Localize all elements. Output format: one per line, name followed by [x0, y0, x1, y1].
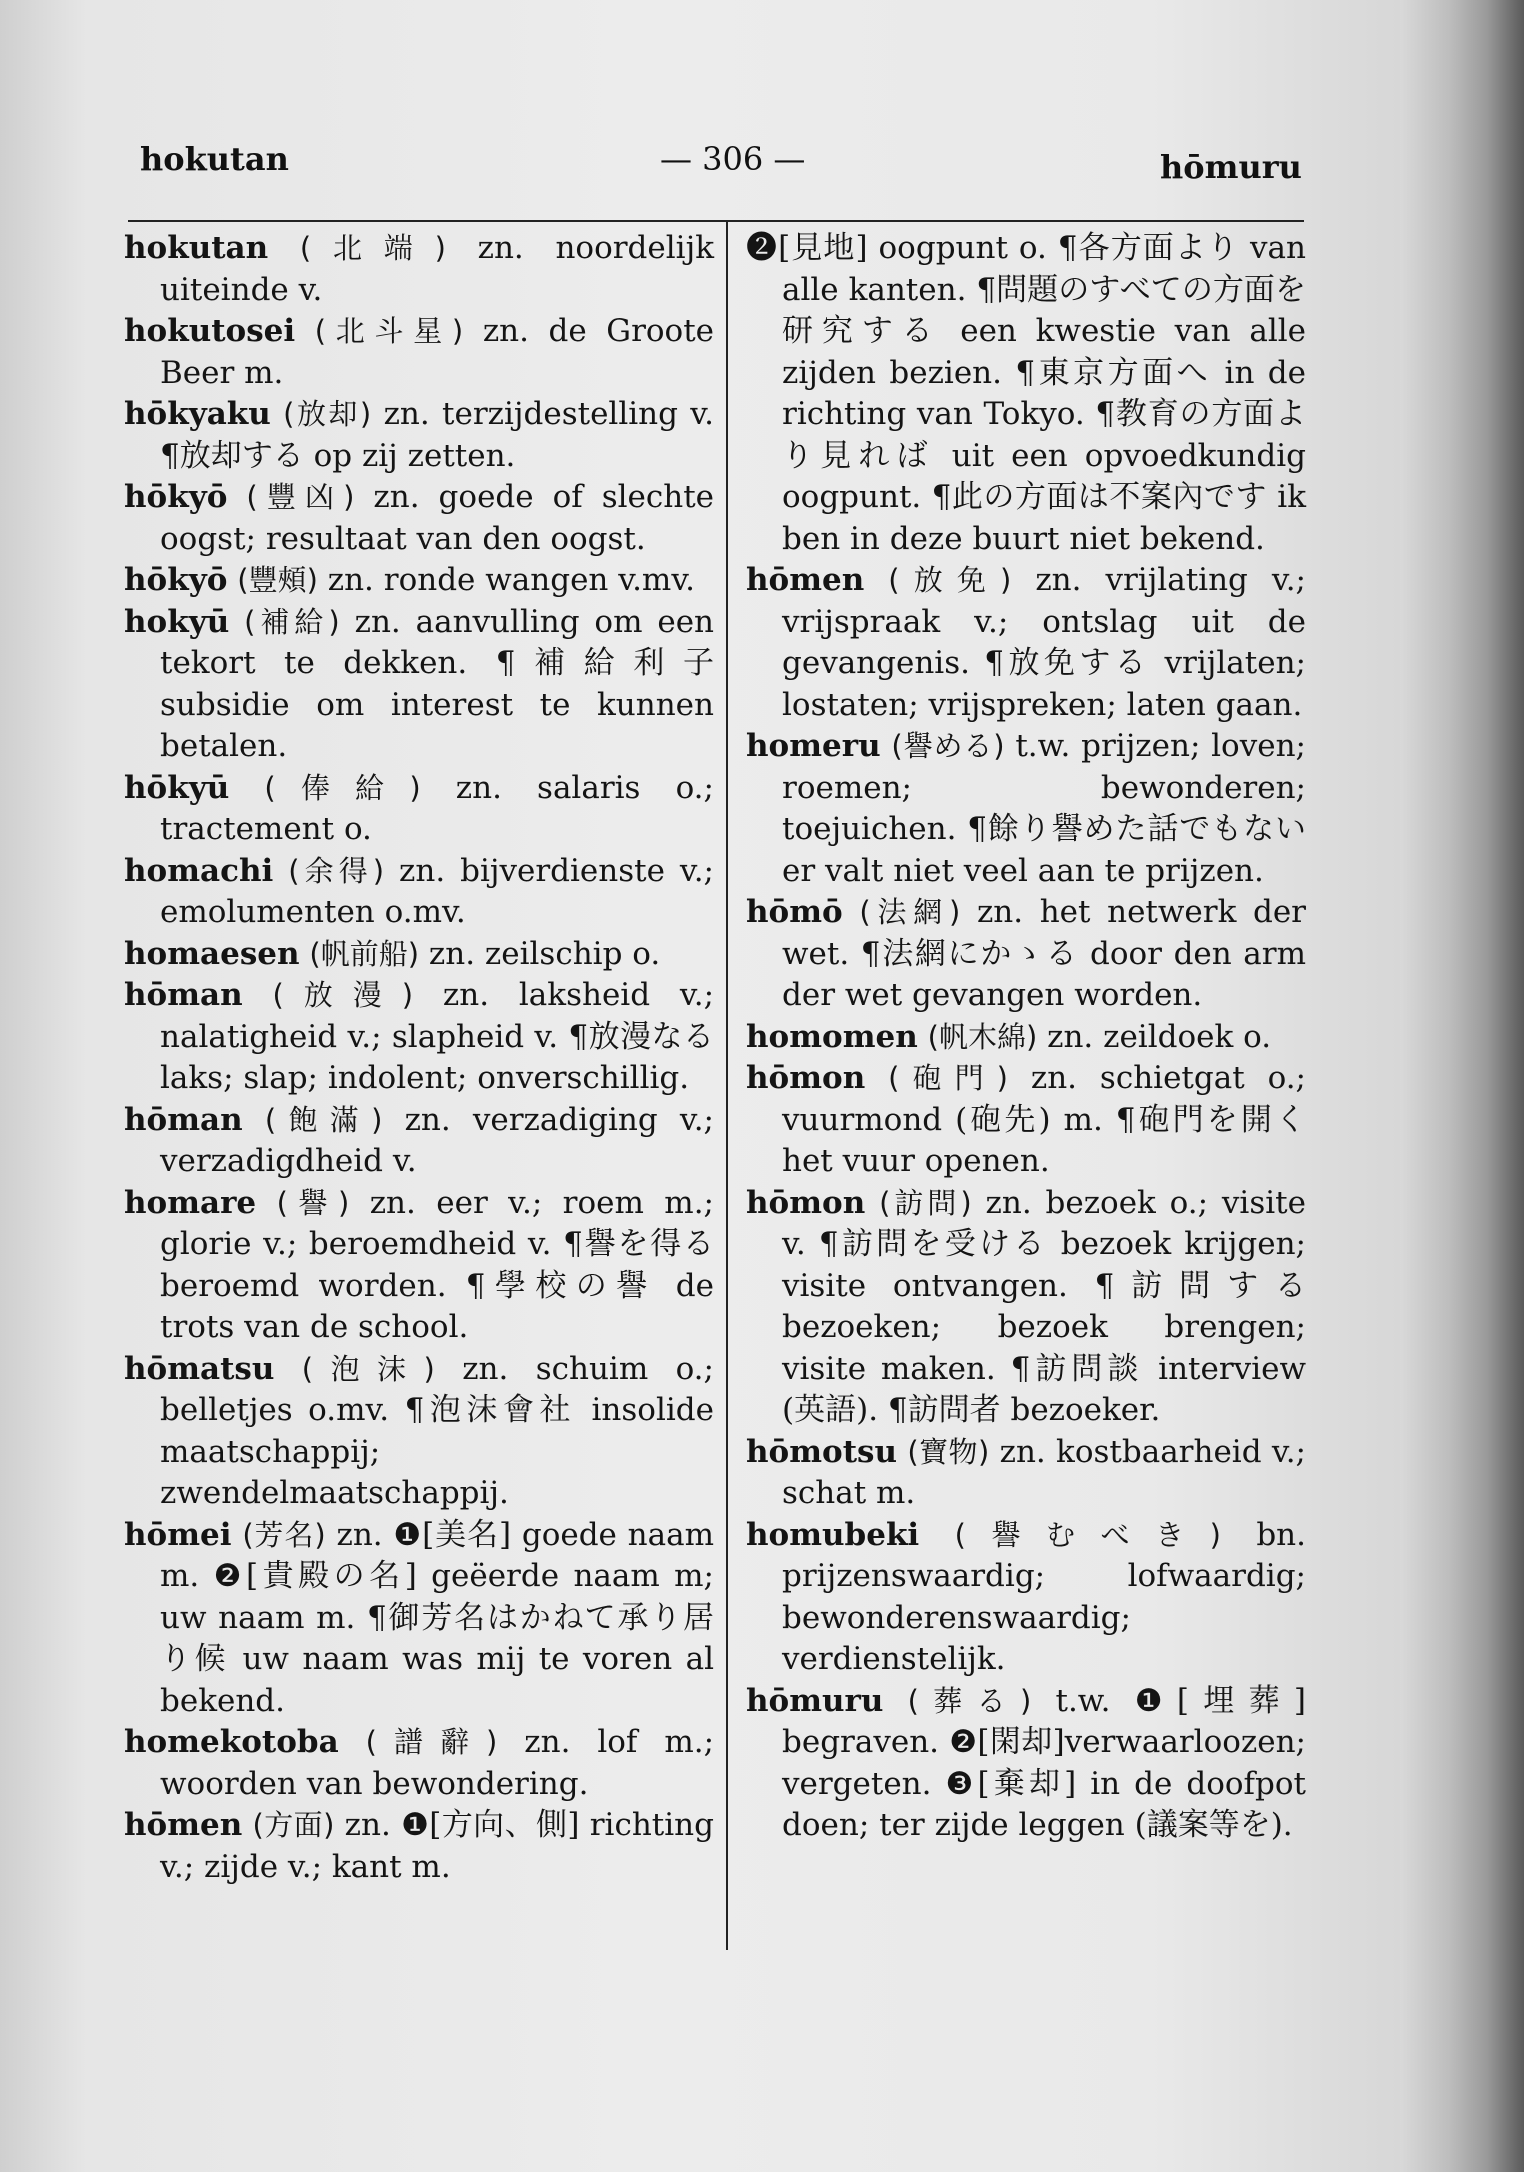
entry-headword: hokyū	[124, 603, 230, 640]
dictionary-entry	[124, 1183, 714, 1349]
entry-definition: bn. prijzenswaardig; lofwaardig; bewonderenswaardig; verdienstelijk.	[782, 1516, 1306, 1677]
dictionary-entry	[746, 1183, 1306, 1432]
entry-kanji: (譽むべき)	[954, 1517, 1221, 1552]
entry-definition: zn. goede of slechte oogst; resultaat van den oogst.	[160, 479, 715, 557]
entry-headword: homaesen	[124, 935, 300, 972]
entry-kanji: (帆木綿)	[927, 1019, 1038, 1054]
dictionary-entry	[124, 1100, 714, 1183]
entry-headword: hōmon	[746, 1184, 866, 1221]
dictionary-entry	[124, 1805, 714, 1888]
entry-headword: hōman	[124, 1101, 243, 1138]
dictionary-entry	[746, 726, 1306, 892]
entry-kanji: (放漫)	[272, 978, 414, 1012]
entry-definition: zn. ❶[方向、側] richting v.; zijde v.; kant m.	[160, 1807, 714, 1885]
entry-kanji: (譽める)	[891, 729, 1005, 763]
entry-definition: ❷[見地] oogpunt o. ¶各方面より van alle kanten. ¶問題のすべての方面を研究する een kwestie van alle zijden bezien. ¶東京方面へ in de richting van Tokyo. ¶教育の方面より見れば uit een opvoedkundig oogpunt. ¶此の方面は不案內です ik ben in deze buurt niet bekend.	[746, 230, 1306, 557]
entry-definition: zn. verzadiging v.; verzadigdheid v.	[160, 1101, 714, 1179]
entry-kanji: (寶物)	[907, 1434, 990, 1469]
entry-kanji: (帆前船)	[309, 936, 420, 971]
entry-kanji: (葬る)	[907, 1683, 1032, 1718]
dictionary-entry	[746, 228, 1306, 560]
header-right-guideword: hōmuru	[1160, 148, 1302, 186]
entry-definition: zn. ❶[美名] goede naam m. ❷[貴殿の名] geëerde naam m; uw naam m. ¶御芳名はかねて承り居り候 uw naam was mij te voren al bekend.	[160, 1516, 714, 1719]
entry-definition: zn. eer v.; roem m.; glorie v.; beroemdheid v. ¶譽を得る beroemd worden. ¶學校の譽 de trots van de school.	[160, 1184, 714, 1345]
entry-kanji: (泡沫)	[301, 1351, 435, 1386]
dictionary-entry	[124, 311, 714, 394]
left-column	[124, 228, 714, 1888]
dictionary-entry	[124, 1722, 714, 1805]
dictionary-entry	[746, 1017, 1306, 1059]
entry-headword: hōmen	[746, 562, 865, 598]
dictionary-entry	[746, 560, 1306, 726]
entry-headword: hōkyō	[124, 562, 228, 598]
entry-definition: t.w. ❶[埋葬] begraven. ❷[閑却]verwaarloozen; vergeten. ❸[棄却] in de doofpot doen; ter zijde leggen (議案等を).	[782, 1682, 1307, 1843]
entry-headword: hōmen	[124, 1807, 243, 1843]
entry-headword: hōman	[124, 977, 243, 1013]
dictionary-entry	[746, 892, 1306, 1017]
entry-definition: zn. noordelijk uiteinde v.	[160, 230, 714, 308]
entry-definition: zn. laksheid v.; nalatigheid v.; slapheid v. ¶放漫なる laks; slap; indolent; onverschillig.	[160, 977, 715, 1096]
entry-headword: homomen	[746, 1018, 918, 1055]
entry-definition: zn. salaris o.; tractement o.	[160, 769, 714, 847]
dictionary-entry	[746, 1058, 1306, 1183]
dictionary-entry	[746, 1432, 1306, 1515]
entry-headword: hōmō	[746, 894, 843, 930]
entry-kanji: (俸給)	[264, 770, 421, 805]
entry-headword: hokutosei	[124, 313, 296, 349]
entry-kanji: (補給)	[244, 604, 340, 639]
entry-definition: zn. kostbaarheid v.; schat m.	[782, 1433, 1307, 1511]
entry-kanji: (放却)	[283, 397, 372, 431]
entry-definition: zn. het netwerk der wet. ¶法網にかゝる door den arm der wet gevangen worden.	[782, 894, 1307, 1013]
entry-kanji: (譽)	[276, 1185, 350, 1220]
page-header	[0, 140, 1400, 190]
dictionary-entry	[124, 228, 714, 311]
dictionary-entry	[124, 602, 714, 768]
entry-definition: zn. bijverdienste v.; emolumenten o.mv.	[160, 852, 715, 930]
entry-definition: zn. bezoek o.; visite v. ¶訪問を受ける bezoek krijgen; visite ontvangen. ¶訪問する bezoeken; bezoek brengen; visite maken. ¶訪問談 interview (英語). ¶訪問者 bezoeker.	[782, 1184, 1306, 1428]
dictionary-entry	[124, 560, 714, 602]
entry-headword: homeru	[746, 728, 881, 764]
dictionary-entry	[124, 394, 714, 477]
entry-headword: hōkyū	[124, 769, 230, 806]
entry-definition: zn. zeildoek o.	[1047, 1018, 1272, 1055]
entry-definition: zn. terzijdestelling v. ¶放却する op zij zetten.	[160, 396, 714, 474]
entry-definition: t.w. prijzen; loven; roemen; bewonderen; toejuichen. ¶餘り譽めた話でもない er valt niet veel aan te prijzen.	[782, 728, 1306, 889]
entry-kanji: (訪問)	[879, 1185, 972, 1220]
header-rule	[128, 220, 1304, 222]
entry-headword: hōkyaku	[124, 396, 271, 432]
entry-kanji: (方面)	[252, 1808, 335, 1842]
entry-definition: zn. schuim o.; belletjes o.mv. ¶泡沫會社 insolide maatschappij; zwendelmaatschappij.	[160, 1350, 714, 1511]
dictionary-entry	[124, 934, 714, 976]
entry-headword: hōmotsu	[746, 1433, 898, 1470]
entry-headword: hōkyō	[124, 479, 228, 515]
entry-kanji: (北端)	[299, 231, 446, 265]
page-edge	[1400, 0, 1524, 2172]
dictionary-entry	[124, 851, 714, 934]
entry-definition: zn. ronde wangen v.mv.	[327, 562, 696, 598]
entry-kanji: (余得)	[288, 853, 385, 888]
entry-kanji: (芳名)	[242, 1517, 326, 1552]
entry-kanji: (譜辭)	[365, 1725, 498, 1759]
entry-definition: zn. lof m.; woorden van bewondering.	[160, 1724, 715, 1802]
entry-kanji: (飽滿)	[264, 1102, 383, 1137]
entry-definition: zn. aanvulling om een tekort te dekken. ¶補給利子 subsidie om interest te kunnen betalen.	[160, 603, 714, 764]
entry-headword: hōmei	[124, 1516, 232, 1553]
entry-headword: hokutan	[124, 230, 269, 266]
entry-definition: zn. vrijlating v.; vrijspraak v.; ontslag uit de gevangenis. ¶放免する vrijlaten; lostaten; vrijspreken; laten gaan.	[782, 562, 1307, 723]
entry-kanji: (砲門)	[888, 1061, 1008, 1095]
dictionary-entry	[746, 1681, 1306, 1847]
entry-headword: hōmatsu	[124, 1350, 275, 1387]
entry-kanji: (豐凶)	[246, 480, 355, 514]
column-divider	[726, 220, 728, 1950]
dictionary-entry	[124, 477, 714, 560]
entry-headword: homekotoba	[124, 1724, 339, 1760]
entry-kanji: (放免)	[888, 563, 1012, 597]
entry-definition: zn. schietgat o.; vuurmond (砲先) m. ¶砲門を開く het vuur openen.	[782, 1060, 1307, 1179]
dictionary-entry	[124, 768, 714, 851]
entry-headword: hōmon	[746, 1060, 866, 1096]
entry-headword: homachi	[124, 852, 274, 889]
entry-definition: zn. de Groote Beer m.	[160, 313, 715, 391]
entry-definition: zn. zeilschip o.	[428, 935, 661, 972]
page-number: — 306 —	[660, 140, 806, 178]
entry-kanji: (豐頰)	[237, 563, 318, 597]
right-column	[746, 228, 1306, 1847]
entry-headword: homubeki	[746, 1516, 920, 1553]
dictionary-entry	[746, 1515, 1306, 1681]
entry-headword: hōmuru	[746, 1682, 884, 1719]
entry-kanji: (法網)	[859, 895, 961, 929]
dictionary-entry	[124, 975, 714, 1100]
entry-kanji: (北斗星)	[314, 314, 464, 348]
dictionary-entry	[124, 1349, 714, 1515]
entry-headword: homare	[124, 1184, 257, 1221]
dictionary-entry	[124, 1515, 714, 1723]
header-left-guideword: hokutan	[140, 140, 289, 178]
